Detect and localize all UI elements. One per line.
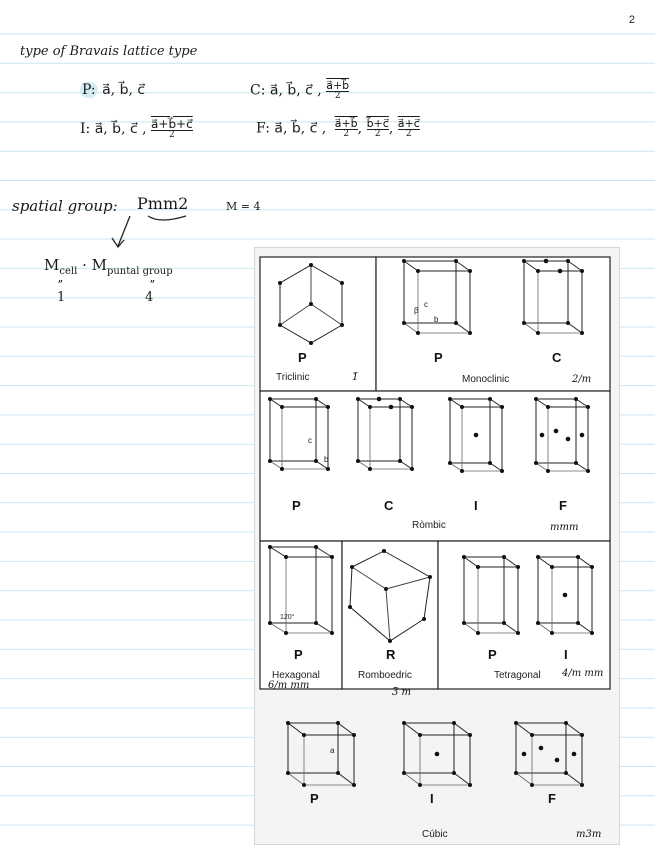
system-label-triclinic: Triclinic — [276, 372, 310, 383]
lattice-point — [580, 733, 584, 737]
centered-lattice-point — [554, 429, 559, 434]
lattice-point — [468, 331, 472, 335]
lattice-point — [326, 405, 330, 409]
lattice-point — [522, 259, 526, 263]
m-puntual-ditto: ˮ — [149, 278, 155, 292]
lattice-label-rombic-c: C — [384, 498, 394, 513]
symbol-rombic: mmm — [550, 522, 579, 533]
lattice-point — [286, 771, 290, 775]
mono-c-label: c — [424, 300, 428, 309]
lattice-point — [340, 323, 344, 327]
lattice-point — [536, 269, 540, 273]
p-lattice-letter: P: — [82, 82, 96, 98]
lattice-label-hexagonal-p: P — [294, 647, 303, 662]
cubic-a-label: a — [330, 746, 335, 755]
lattice-point — [368, 405, 372, 409]
f-frac-3-num: a⃗+c⃗ — [397, 117, 420, 130]
lattice-point — [488, 397, 492, 401]
lattice-point — [280, 405, 284, 409]
lattice-point — [368, 467, 372, 471]
lattice-point — [402, 259, 406, 263]
lattice-point — [352, 733, 356, 737]
lattice-label-romboedric-r: R — [386, 647, 396, 662]
lattice-point — [309, 302, 313, 306]
m-cell-line — [44, 256, 173, 277]
i-lattice-vectors: a⃗, b⃗, c⃗ , — [94, 121, 147, 137]
centered-lattice-point — [539, 746, 544, 751]
lattice-point — [530, 733, 534, 737]
centered-lattice-point — [377, 397, 382, 402]
lattice-label-tetragonal-i: I — [564, 647, 568, 662]
lattice-point — [550, 631, 554, 635]
f-frac-2-den: 2 — [367, 129, 389, 139]
centered-lattice-point — [563, 593, 568, 598]
f-frac-1 — [335, 118, 358, 139]
lattice-point — [410, 467, 414, 471]
system-label-hexagonal: Hexagonal — [272, 670, 320, 681]
lattice-point — [452, 771, 456, 775]
lattice-point — [448, 461, 452, 465]
lattice-point — [330, 555, 334, 559]
lattice-label-triclinic-p: P — [298, 350, 307, 365]
frame-triclinic — [260, 257, 376, 391]
system-label-monoclinic: Monoclinic — [462, 374, 510, 385]
lattice-point — [574, 397, 578, 401]
lattice-label-rombic-i: I — [474, 498, 478, 513]
bravais-lattice-figure — [254, 247, 620, 845]
lattice-point — [476, 565, 480, 569]
f-frac-1-den: 2 — [335, 129, 358, 139]
lattice-point — [268, 397, 272, 401]
i-lattice-letter: I: — [80, 121, 91, 137]
f-frac-3-den: 2 — [398, 129, 420, 139]
lattice-point — [468, 783, 472, 787]
p-lattice-vectors: a⃗, b⃗, c⃗ — [102, 82, 146, 98]
lattice-point — [460, 405, 464, 409]
c-lattice-vectors: a⃗, b⃗, c⃗ , — [269, 82, 322, 99]
symbol-romboedric: 3̅ m — [392, 687, 412, 698]
lattice-point — [398, 397, 402, 401]
lattice-point — [280, 467, 284, 471]
lattice-point — [566, 321, 570, 325]
lattice-point — [502, 621, 506, 625]
c-frac-den: 2 — [326, 91, 349, 101]
lattice-point — [336, 721, 340, 725]
lattice-point — [462, 555, 466, 559]
lattice-point — [536, 621, 540, 625]
lattice-point — [476, 631, 480, 635]
m-puntual-value: 4 — [145, 290, 154, 305]
lattice-point — [330, 631, 334, 635]
system-label-romboedric: Romboedric — [358, 670, 412, 681]
hex-angle-label: 120° — [280, 614, 295, 621]
lattice-point — [309, 263, 313, 267]
lattice-point — [398, 459, 402, 463]
lattice-point — [514, 771, 518, 775]
lattice-point — [576, 621, 580, 625]
i-lattice-line — [80, 118, 193, 140]
symbol-cubic: m3m — [576, 829, 602, 840]
lattice-point — [278, 281, 282, 285]
lattice-point — [502, 555, 506, 559]
lattice-point — [448, 397, 452, 401]
c-lattice-fraction — [326, 80, 349, 101]
lattice-point — [278, 323, 282, 327]
lattice-point — [350, 565, 354, 569]
c-lattice-letter: C: — [250, 82, 266, 99]
lattice-point — [546, 469, 550, 473]
lattice-point — [422, 617, 426, 621]
lattice-point — [536, 555, 540, 559]
m-value: M = 4 — [226, 200, 261, 213]
rombic-b-label: b — [324, 455, 329, 464]
lattice-point — [268, 621, 272, 625]
lattice-point — [566, 259, 570, 263]
lattice-point — [336, 771, 340, 775]
frame-romboedric — [342, 541, 438, 689]
lattice-point — [314, 459, 318, 463]
symbol-triclinic: 1̅ — [352, 372, 359, 383]
centered-lattice-point — [572, 752, 577, 757]
symbol-monoclinic: 2/m — [572, 374, 592, 385]
m-cell-ditto: ˮ — [57, 278, 63, 292]
lattice-point — [416, 331, 420, 335]
lattice-point — [284, 555, 288, 559]
lattice-label-tetragonal-p: P — [488, 647, 497, 662]
m-puntual-sub: puntal group — [106, 266, 173, 277]
lattice-point — [356, 459, 360, 463]
lattice-point — [536, 331, 540, 335]
lattice-point — [356, 397, 360, 401]
lattice-point — [564, 721, 568, 725]
lattice-point — [534, 461, 538, 465]
m-cell-value: 1 — [57, 290, 66, 305]
lattice-point — [580, 269, 584, 273]
lattice-point — [590, 565, 594, 569]
lattice-label-monoclinic-c: C — [552, 350, 562, 365]
mono-b-label: b — [434, 315, 439, 324]
lattice-point — [590, 631, 594, 635]
lattice-point — [352, 783, 356, 787]
lattice-point — [550, 565, 554, 569]
lattice-point — [314, 397, 318, 401]
lattice-label-cubic-p: P — [310, 791, 319, 806]
lattice-point — [309, 341, 313, 345]
lattice-point — [516, 631, 520, 635]
notes-heading: type of Bravais lattice type — [20, 44, 198, 59]
lattice-point — [452, 721, 456, 725]
lattice-point — [388, 639, 392, 643]
m-cell-sub: cell — [59, 266, 78, 277]
frame-hexagonal — [260, 541, 342, 689]
f-frac-3 — [398, 118, 420, 139]
m-dot-symbol: · M — [82, 256, 107, 274]
lattice-point — [384, 587, 388, 591]
page-number: 2 — [628, 14, 635, 26]
i-frac-num: a⃗+b⃗+c⃗ — [151, 117, 193, 131]
spatial-group-arrow — [100, 210, 200, 255]
centered-lattice-point — [558, 269, 563, 274]
c-frac-num: a⃗+b⃗ — [326, 79, 350, 92]
centered-lattice-point — [435, 752, 440, 757]
lattice-point — [268, 459, 272, 463]
centered-lattice-point — [540, 433, 545, 438]
lattice-label-monoclinic-p: P — [434, 350, 443, 365]
lattice-point — [340, 281, 344, 285]
i-lattice-fraction — [151, 118, 193, 140]
lattice-point — [402, 771, 406, 775]
f-frac-2-num: b⃗+c⃗ — [366, 117, 389, 130]
lattice-point — [460, 469, 464, 473]
lattice-point — [268, 545, 272, 549]
spatial-group-label: spatial group: — [12, 197, 118, 215]
lattice-point — [580, 783, 584, 787]
lattice-point — [488, 461, 492, 465]
lattice-point — [530, 783, 534, 787]
symbol-hexagonal: 6/m mm — [268, 680, 310, 691]
lattice-point — [500, 405, 504, 409]
lattice-point — [586, 405, 590, 409]
lattice-point — [564, 771, 568, 775]
lattice-label-rombic-f: F — [559, 498, 567, 513]
centered-lattice-point — [389, 405, 394, 410]
c-lattice-line — [250, 80, 349, 101]
lattice-point — [382, 549, 386, 553]
system-label-tetragonal: Tetragonal — [494, 670, 541, 681]
lattice-point — [348, 605, 352, 609]
lattice-point — [402, 721, 406, 725]
lattice-point — [462, 621, 466, 625]
lattice-point — [514, 721, 518, 725]
f-frac-1-num: a⃗+b⃗ — [334, 117, 358, 130]
frame-monoclinic — [376, 257, 610, 391]
lattice-point — [314, 621, 318, 625]
lattice-point — [468, 733, 472, 737]
centered-lattice-point — [566, 437, 571, 442]
lattice-point — [286, 721, 290, 725]
centered-lattice-point — [580, 433, 585, 438]
lattice-point — [574, 461, 578, 465]
lattice-point — [468, 269, 472, 273]
centered-lattice-point — [522, 752, 527, 757]
rombic-c-label: c — [308, 436, 312, 445]
lattice-point — [428, 575, 432, 579]
symbol-tetragonal: 4/m mm — [562, 668, 604, 679]
f-lattice-letter: F: — [256, 120, 270, 137]
lattice-point — [516, 565, 520, 569]
system-label-cubic: Cúbic — [422, 829, 448, 840]
lattice-point — [314, 545, 318, 549]
lattice-point — [416, 269, 420, 273]
lattice-label-rombic-p: P — [292, 498, 301, 513]
lattice-point — [402, 321, 406, 325]
lattice-point — [418, 783, 422, 787]
lattice-point — [586, 469, 590, 473]
lattice-point — [302, 733, 306, 737]
spatial-group-value: Pmm2 — [137, 194, 189, 213]
i-frac-den: 2 — [151, 130, 193, 140]
centered-lattice-point — [474, 433, 479, 438]
lattice-point — [454, 321, 458, 325]
f-lattice-vectors: a⃗, b⃗, c⃗ , — [274, 120, 327, 137]
lattice-point — [302, 783, 306, 787]
m-cell-symbol: M — [44, 256, 60, 274]
lattice-point — [284, 631, 288, 635]
lattice-point — [522, 321, 526, 325]
frame-rombic — [260, 391, 610, 541]
lattice-point — [580, 331, 584, 335]
lattice-point — [546, 405, 550, 409]
lattice-point — [326, 467, 330, 471]
lattice-point — [454, 259, 458, 263]
f-lattice-line: F: a⃗, b⃗, c⃗ , $\frac{a⃗+b⃗}{2}$ , $\frac{b⃗+c⃗}{2}$ , $\frac{a⃗+c⃗}{2}$ — [256, 117, 420, 139]
f-frac-2 — [367, 118, 389, 139]
centered-lattice-point — [544, 259, 549, 264]
lattice-label-cubic-f: F — [548, 791, 556, 806]
lattice-point — [410, 405, 414, 409]
lattice-point — [418, 733, 422, 737]
p-lattice-line — [80, 82, 145, 98]
lattice-point — [534, 397, 538, 401]
lattice-label-cubic-i: I — [430, 791, 434, 806]
centered-lattice-point — [555, 758, 560, 763]
lattice-point — [500, 469, 504, 473]
system-label-rombic: Ròmbic — [412, 520, 446, 531]
mono-beta-label: β — [414, 306, 419, 315]
lattice-point — [576, 555, 580, 559]
